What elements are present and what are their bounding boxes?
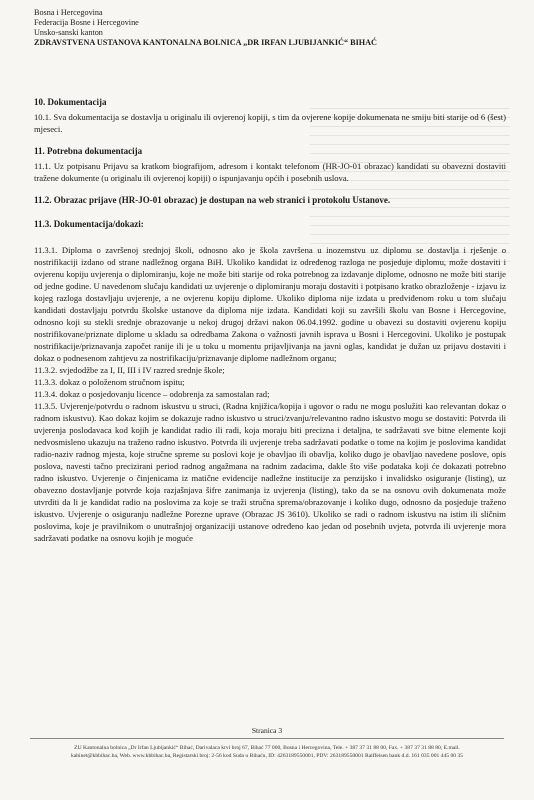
footer-line-1: ZU Kantonalna bolnica „Dr Irfan Ljubijankić“ Bihać, Darivalaca krvi broj 67, Bihać 77 000, Bosna i Hercegovina, Tele. + 387 37 31 88 00, Fax. + 387 37 31 88 80, E.mail. [74,745,460,751]
header-line-country: Bosna i Hercegovina [34,8,103,17]
item-11-3-3: 11.3.3. dokaz o položenom stručnom ispitu; [34,377,185,387]
letterhead [34,8,377,48]
footer-line-2: kabinet@kbbihac.ba, Web. www.kbbihac.ba, Registarski broj: 2-56 kod Suda u Bihaću, ID: 4263189550001, PDV: 263189550001 Raiffeisen bank d.d. 161 035 001 445 00 35 [70,753,464,759]
section-11-3-heading: 11.3. Dokumentacija/dokazi: [34,219,144,229]
section-11-2-heading: 11.2. Obrazac prijave (HR-JO-01 obrazac) je dostupan na web stranici i protokolu Ustanove. [34,195,391,205]
item-11-3-2: 11.3.2. svjedodžbe za I, II, III i IV razred srednje škole; [34,365,225,375]
page-number: Stranica 3 [251,726,283,735]
footer-contact [40,744,494,760]
header-institution: ZDRAVSTVENA USTANOVA KANTONALNA BOLNICA „DR IRFAN LJUBIJANKIĆ“ BIHAĆ [34,38,377,47]
header-line-federation: Federacija Bosne i Hercegovine [34,18,139,27]
item-11-3-1: 11.3.1. Diploma o završenoj srednjoj školi, odnosno ako je škola završena u inozemstvu uz diplomu se dostavlja i rješenje o nostrifikaciji izdano od strane nadležnog organa BiH. Ukoliko kandidat iz određenog razloga ne posjeduje diplomu, može dostaviti i ovjerenu kopiju uvjerenja o diplomiranju, koje ne može biti starije od roka potrebnog za izdavanje diplome, odnosno ne može biti starije od jedne godine. U navedenom slučaju kandidati uz uvjerenje o diplomiranju moraju dostaviti i potpisano kratko obrazloženje - izjavu iz kojeg razloga dostavljaju uvjerenje, a ne ovjerenu kopiju diplome. Ukoliko diploma nije izdata u predviđenom roku u tom slučaju kandidati dostavljaju potvrdu školske ustanove da diploma nije izdata. Kandidati koji su završili školu van Bosne i Hercegovine, odnosno koji su stekli srednje obrazovanje u nekoj drugoj državi nakon 06.04.1992. godine u obavezi su dostaviti ovjerenu kopiju nostrifikovane/priznate diplome u skladu sa odredbama Zakona o važnosti javnih isprava u Bosni i Hercegovini. Ukoliko je postupak nostrifikacije/priznavanja započet ranije ili je u toku u momentu prijavljivanja na javni oglas, kandidat je dužan uz prijavu dostaviti i dokaz o podnesenom zahtjevu za nostrifikaciju/priznavanje diplome nadležnom organu; [34,245,506,363]
footer-divider [30,738,504,739]
header-line-canton: Unsko-sanski kanton [34,28,103,37]
document-body [34,96,506,544]
section-10-heading: 10. Dokumentacija [34,97,107,107]
item-11-3-5: 11.3.5. Uvjerenje/potvrdu o radnom iskustvu u struci, (Radna knjižica/kopija i ugovor o radu ne mogu poslužiti kao relevantan dokaz o radnom iskustvu). Kao dokaz kojim se dokazuje radno iskustvo u struci/zvanju/relevantno radno iskustvo mogu se dostaviti: Potvrda ili uvjerenja poslodavaca kod kojih je kandidat radio ili radi, koja moraju biti precizna i detaljna, te sadržavati sve bitne elemente koji nedvosmisleno ukazuju na traženo radno iskustvo. Potvrda ili uvjerenje treba sadržavati podatke o tome na kojim je poslovima kandidat radio-naziv radnog mjesta, koje stručne spreme su poslovi koje je obavljao ili obavlja, koliko dugo je obavljao navedene poslove, opis poslova, navesti tačno precizirani period radnog angažmana na radnim zadacima, dakle što više podataka koji će dokazati potrebno radno iskustvo. Uvjerenje o činjenicama iz matične evidencije nadležne institucije za penzijsko i invalidsko osiguranje (listing), uz obavezno dostavljanje potvrde koja razjašnjava šifre zanimanja iz uvjerenja (listing), tako da se na osnovu ovih dokumenata može utvrditi da li je kandidat radio na poslovima za koje se traži stručna sprema/obrazovanje i koliko dugo, odnosno da posjeduje traženo iskustvo. Uvjerenje o osiguranju nadležne Porezne uprave (Obrazac JS 3610). Ukoliko se radi o radnom iskustvu na istim ili sličnim poslovima, koje je pravilnikom o unutrašnjoj organizaciji ustanove određeno kao jedan od posebnih uvjeta, potvrda ili uvjerenje mora sadržavati podatke na osnovu kojih je moguće [34,401,506,543]
section-11-text: 11.1. Uz potpisanu Prijavu sa kratkom biografijom, adresom i kontakt telefonom (HR-JO-01 obrazac) kandidati su obavezni dostaviti tražene dokumente (u originalu ili ovjerenoj kopiji) o ispunjavanju općih i posebnih uslova. [34,161,506,183]
section-11-heading: 11. Potrebna dokumentacija [34,146,143,156]
section-10-text: 10.1. Sva dokumentacija se dostavlja u originalu ili ovjerenoj kopiji, s tim da ovjerene kopije dokumenata ne smiju biti starije od 6 (šest) mjeseci. [34,112,506,134]
item-11-3-4: 11.3.4. dokaz o posjedovanju licence – odobrenja za samostalan rad; [34,389,270,399]
